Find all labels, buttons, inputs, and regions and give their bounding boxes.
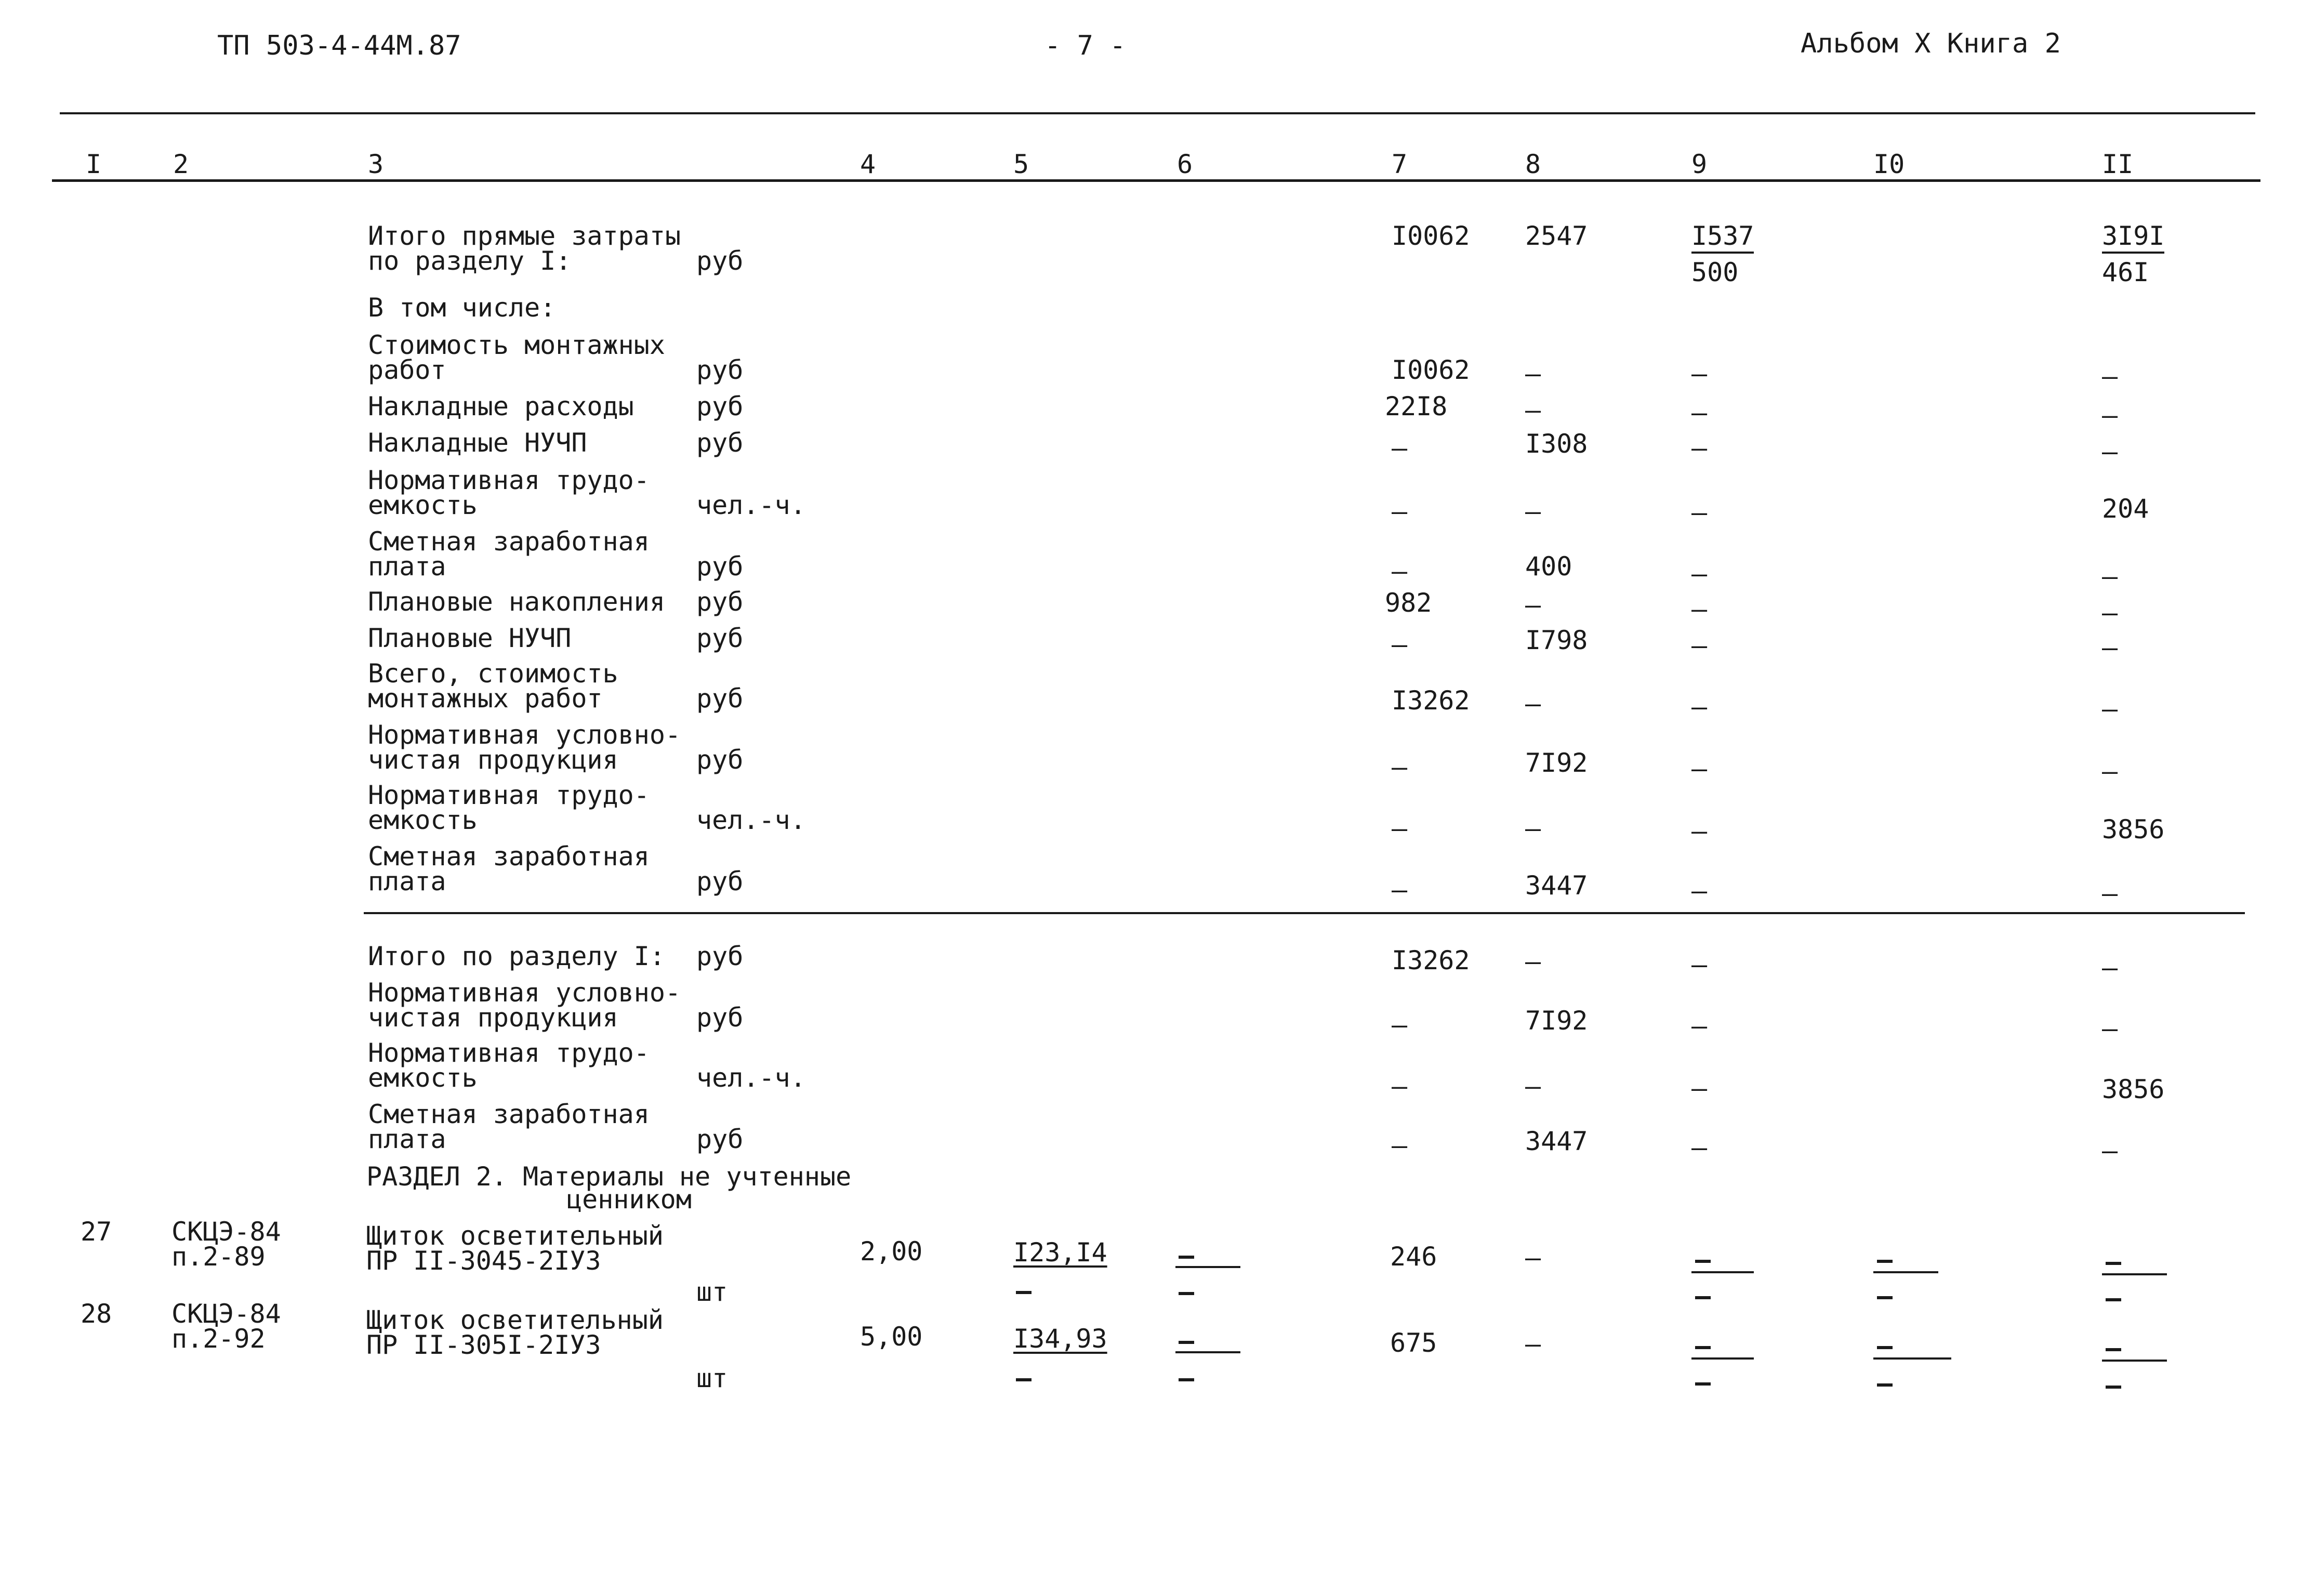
row-unit: чел.-ч.: [696, 805, 806, 835]
row-col8-value: 400: [1525, 551, 1572, 582]
row-col7-value: –: [1392, 752, 1408, 782]
row-col9-value: –: [1691, 630, 1708, 661]
row-col8-value: –: [1525, 689, 1541, 719]
empty-mark: [1016, 1378, 1032, 1381]
row-col8-value: I798: [1525, 625, 1588, 655]
empty-mark: [2106, 1386, 2121, 1389]
fraction-bar: [1175, 1351, 1240, 1353]
col-header-7: 7: [1392, 149, 1408, 179]
row-unit: руб: [696, 623, 744, 653]
row-col8-value: –: [1525, 946, 1541, 977]
col-header-11: II: [2102, 149, 2134, 179]
row-col11-value: –: [2102, 561, 2118, 591]
row-col11-value: 3856: [2102, 1074, 2165, 1104]
row-col9-value: –: [1691, 876, 1708, 906]
row-label: Итого по разделу I:: [368, 941, 665, 971]
row-label: Сметная заработная плата: [368, 841, 650, 896]
empty-mark: [1695, 1382, 1711, 1386]
row-col9-value: –: [1691, 594, 1708, 624]
item-number: 28: [81, 1299, 112, 1329]
row-col9-value: –: [1691, 359, 1708, 389]
empty-mark: [2106, 1262, 2121, 1265]
empty-mark: [1877, 1383, 1893, 1387]
fraction-bar: [2102, 1360, 2167, 1362]
row-col8-value: –: [1525, 1071, 1541, 1101]
row-col11-denominator: 46I: [2102, 257, 2149, 287]
col-header-10: I0: [1873, 149, 1905, 179]
row-col7-value: –: [1392, 433, 1408, 463]
row-col8-value: I308: [1525, 429, 1588, 459]
row-col8-value: –: [1525, 813, 1541, 843]
item-quantity: 5,00: [860, 1322, 923, 1352]
col-header-4: 4: [860, 149, 876, 179]
item-name: Щиток осветительный ПР II-3045-2IУ3: [366, 1221, 664, 1276]
album-label: Альбом X Книга 2: [1801, 28, 2061, 59]
row-col7-value: –: [1392, 556, 1408, 586]
row-label: Нормативная трудо- емкость: [368, 1038, 650, 1093]
row-unit: чел.-ч.: [696, 1063, 806, 1093]
row-label: Сметная заработная плата: [368, 526, 650, 582]
item-unit: шт: [696, 1363, 728, 1393]
row-col8-value: 2547: [1525, 221, 1588, 251]
row-label: Сметная заработная плата: [368, 1099, 650, 1154]
empty-mark: [1179, 1292, 1194, 1295]
fraction-bar: [2102, 1273, 2167, 1275]
row-unit: руб: [696, 428, 744, 458]
row-col11-value: –: [2102, 632, 2118, 663]
row-col11-value: –: [2102, 598, 2118, 628]
row-unit: руб: [696, 246, 744, 276]
row-col7-value: 982: [1385, 588, 1432, 618]
page-number: - 7 -: [1044, 30, 1126, 61]
row-col11-value: 3856: [2102, 814, 2165, 845]
row-col9-value: –: [1691, 1011, 1708, 1041]
row-col8-value: –: [1525, 395, 1541, 425]
row-col8-value: –: [1525, 590, 1541, 620]
row-unit: руб: [696, 551, 744, 582]
row-col7-value: –: [1392, 875, 1408, 905]
row-col7-value: I0062: [1392, 355, 1470, 385]
item-name: Щиток осветительный ПР II-305I-2IУ3: [366, 1305, 664, 1360]
row-label: Плановые НУЧП: [368, 623, 572, 653]
row-col8-value: 7I92: [1525, 1006, 1588, 1036]
empty-mark: [1877, 1296, 1893, 1299]
row-col9-value: –: [1691, 692, 1708, 722]
row-label: Нормативная условно- чистая продукция: [368, 978, 681, 1033]
row-unit: руб: [696, 745, 744, 775]
row-col11-value: –: [2102, 1136, 2118, 1166]
item-col8-value: –: [1525, 1329, 1541, 1359]
row-col11-value: –: [2102, 1013, 2118, 1044]
empty-mark: [1695, 1260, 1711, 1263]
item-unit-price: I23,I4: [1013, 1237, 1107, 1268]
empty-mark: [2106, 1348, 2121, 1351]
col-header-8: 8: [1525, 149, 1541, 179]
empty-mark: [1695, 1346, 1711, 1349]
item-unit-price: I34,93: [1013, 1324, 1107, 1354]
col-header-1: I: [86, 149, 102, 179]
row-col7-value: –: [1392, 1130, 1408, 1160]
row-label: Нормативная трудо- емкость: [368, 780, 650, 835]
fraction-bar: [2102, 252, 2164, 254]
empty-mark: [1695, 1296, 1711, 1299]
row-col9-numerator: I537: [1691, 221, 1754, 251]
row-unit: чел.-ч.: [696, 490, 806, 520]
empty-mark: [1179, 1256, 1194, 1259]
fraction-bar: [1175, 1266, 1240, 1268]
row-col8-value: –: [1525, 496, 1541, 526]
col-header-9: 9: [1691, 149, 1708, 179]
header-rule: [52, 179, 2260, 182]
row-col8-value: 7I92: [1525, 748, 1588, 778]
col-header-6: 6: [1177, 149, 1193, 179]
row-label: Итого прямые затраты по разделу I:: [368, 221, 681, 276]
row-col9-value: –: [1691, 816, 1708, 846]
row-unit: руб: [696, 1003, 744, 1033]
row-col7-value: –: [1392, 1071, 1408, 1101]
fraction-bar: [1873, 1357, 1951, 1360]
row-col7-value: I3262: [1392, 945, 1470, 975]
top-rule: [60, 112, 2255, 114]
fraction-bar: [1691, 252, 1754, 254]
col-header-2: 2: [173, 149, 189, 179]
row-unit: руб: [696, 1124, 744, 1154]
row-unit: руб: [696, 587, 744, 617]
row-col11-value: –: [2102, 400, 2118, 430]
col-header-3: 3: [368, 149, 384, 179]
item-quantity: 2,00: [860, 1236, 923, 1267]
col-header-5: 5: [1013, 149, 1029, 179]
row-unit: руб: [696, 941, 744, 971]
row-label: Накладные НУЧП: [368, 428, 587, 458]
row-unit: руб: [696, 866, 744, 896]
item-col8-value: –: [1525, 1243, 1541, 1273]
item-unit: шт: [696, 1277, 728, 1307]
item-price-code: СКЦЭ-84 п.2-92: [171, 1299, 281, 1354]
row-col9-value: –: [1691, 754, 1708, 784]
row-label: Стоимость монтажных работ: [368, 330, 665, 385]
row-unit: руб: [696, 391, 744, 421]
row-col9-value: –: [1691, 1073, 1708, 1103]
row-col11-value: –: [2102, 953, 2118, 983]
row-col9-value: –: [1691, 398, 1708, 428]
item-total: 246: [1390, 1242, 1437, 1272]
row-label: В том числе:: [368, 293, 556, 323]
item-total: 675: [1390, 1328, 1437, 1358]
row-col8-value: 3447: [1525, 1126, 1588, 1156]
row-col11-value: –: [2102, 361, 2118, 391]
row-col9-value: –: [1691, 949, 1708, 980]
fraction-bar: [1873, 1271, 1938, 1273]
row-col9-value: –: [1691, 497, 1708, 527]
row-col7-value: –: [1392, 1010, 1408, 1040]
section-2-subtitle: ценником: [566, 1184, 692, 1215]
row-col9-denominator: 500: [1691, 257, 1739, 287]
fraction-bar: [1691, 1357, 1754, 1360]
row-col7-value: –: [1392, 496, 1408, 526]
row-col7-value: 22I8: [1385, 391, 1448, 421]
document-code: ТП 503-4-44М.87: [217, 30, 461, 61]
row-col11-numerator: 3I9I: [2102, 221, 2165, 251]
row-col7-value: –: [1392, 813, 1408, 843]
row-col11-value: 204: [2102, 494, 2149, 524]
row-col7-value: I3262: [1392, 685, 1470, 716]
empty-mark: [1877, 1260, 1893, 1263]
row-col8-value: –: [1525, 359, 1541, 389]
row-label: Плановые накопления: [368, 587, 665, 617]
section-2-title: РАЗДЕЛ 2. Материалы не учтенные: [366, 1162, 852, 1192]
row-unit: руб: [696, 355, 744, 385]
row-label: Накладные расходы: [368, 391, 634, 421]
row-col11-value: –: [2102, 756, 2118, 786]
row-col11-value: –: [2102, 878, 2118, 908]
row-col7-value: –: [1392, 629, 1408, 659]
empty-mark: [1016, 1291, 1032, 1294]
empty-mark: [2106, 1298, 2121, 1301]
row-unit: руб: [696, 683, 744, 714]
row-col9-value: –: [1691, 1132, 1708, 1163]
section-rule: [364, 912, 2245, 914]
row-col11-value: –: [2102, 437, 2118, 467]
row-col11-value: –: [2102, 694, 2118, 724]
row-col7-value: I0062: [1392, 221, 1470, 251]
empty-mark: [1179, 1378, 1194, 1381]
row-label: Нормативная условно- чистая продукция: [368, 720, 681, 775]
item-price-code: СКЦЭ-84 п.2-89: [171, 1217, 281, 1272]
empty-mark: [1179, 1341, 1194, 1344]
row-label: Нормативная трудо- емкость: [368, 465, 650, 520]
row-col8-value: 3447: [1525, 870, 1588, 901]
fraction-bar: [1691, 1271, 1754, 1273]
empty-mark: [1877, 1346, 1893, 1349]
row-label: Всего, стоимость монтажных работ: [368, 658, 618, 714]
row-col9-value: –: [1691, 559, 1708, 589]
item-number: 27: [81, 1217, 112, 1247]
row-col9-value: –: [1691, 433, 1708, 463]
